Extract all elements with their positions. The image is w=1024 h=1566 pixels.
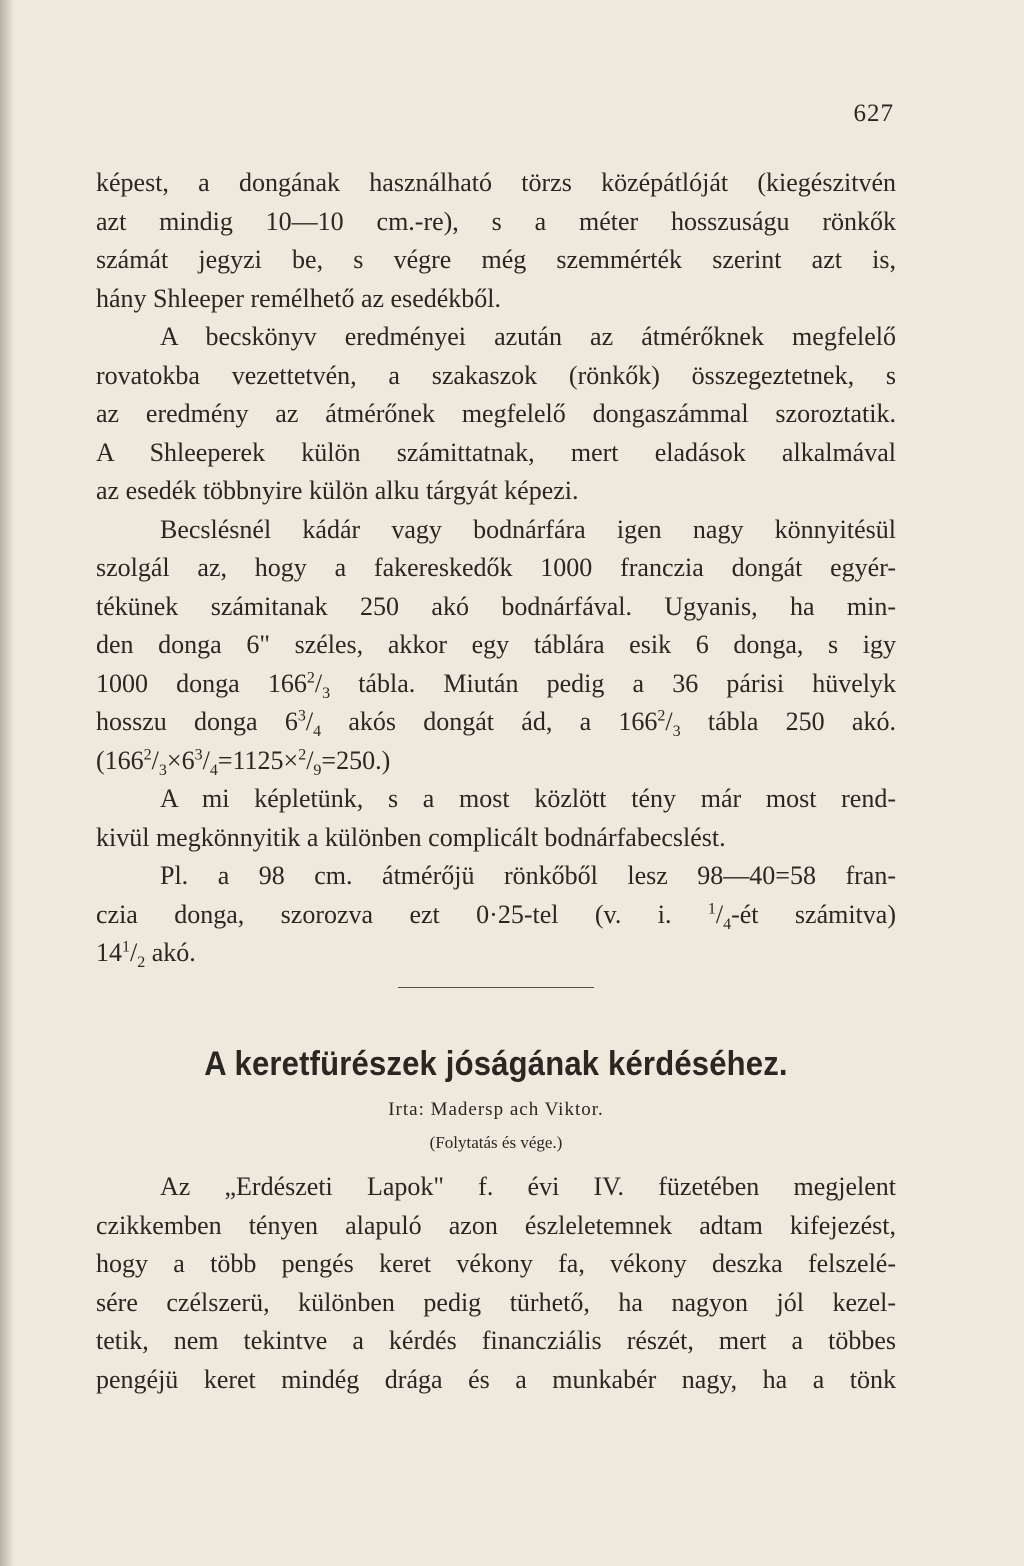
- text-line: tékünek számitanak 250 akó bodnárfával. Ugyanis, ha min-: [96, 591, 896, 621]
- section-heading: A keretfürészek jóságának kérdéséhez.: [204, 1043, 788, 1084]
- text-fragment: =250.): [321, 745, 391, 775]
- fraction-numerator: 3: [194, 745, 203, 763]
- fraction-denominator: 4: [209, 761, 218, 779]
- text-line: szolgál az, hogy a fakereskedők 1000 franczia dongát egyér-: [96, 553, 896, 582]
- fraction-slash: /: [314, 668, 323, 698]
- text-line: A becskönyv eredményei azután az átmérőknek megfelelő: [160, 322, 896, 351]
- text-fragment: tábla. Miután pedig a 36 párisi hüvelyk: [330, 668, 896, 698]
- text-fragment: hosszu donga 6: [96, 707, 298, 736]
- fraction-numerator: 1: [707, 899, 716, 917]
- text-line: den donga 6" széles, akkor egy táblára esik 6 donga, s igy: [96, 630, 896, 659]
- fraction-slash: /: [306, 745, 314, 775]
- page-number: 627: [853, 100, 894, 127]
- fraction-numerator: 2: [657, 707, 666, 725]
- text-line: sére czélszerü, különben pedig türhető, ha nagyon jól kezel-: [96, 1287, 896, 1317]
- section-divider: [398, 987, 594, 988]
- text-line: rovatokba vezettetvén, a szakaszok (rönkők) összegeztetnek, s: [96, 360, 896, 390]
- text-line: A Shleeperek külön számittatnak, mert eladások alkalmával: [96, 437, 896, 467]
- text-fragment: =1125×: [217, 745, 299, 775]
- text-line: kivül megkönnyitik a különben complicált bodnárfabecslést.: [96, 822, 726, 852]
- text-line: Pl. a 98 cm. átmérőjü rönkőből lesz 98—40=58 fran-: [160, 861, 896, 890]
- text-fragment: tábla 250 akó.: [680, 707, 896, 736]
- text-fragment: (166: [96, 745, 144, 775]
- fraction-slash: /: [305, 707, 314, 736]
- text-line: hány Shleeper remélhető az esedékből.: [96, 283, 501, 313]
- text-line: az eredmény az átmérőnek megfelelő dongaszámmal szoroztatik.: [96, 399, 896, 428]
- fraction-slash: /: [202, 745, 210, 775]
- fraction-slash: /: [151, 745, 159, 775]
- fraction-slash: /: [665, 707, 673, 736]
- fraction-denominator: 4: [723, 915, 732, 933]
- fraction-slash: /: [715, 899, 724, 929]
- math-line: [96, 665, 896, 704]
- fraction-denominator: 3: [158, 761, 167, 779]
- text-line: képest, a dongának használható törzs középátlóját (kiegészitvén: [96, 168, 896, 197]
- text-fragment: 1000 donga 166: [96, 668, 307, 698]
- text-line: számát jegyzi be, s végre még szemmérték szerint azt is,: [96, 245, 896, 274]
- fraction-denominator: 3: [322, 684, 331, 702]
- text-line: Az „Erdészeti Lapok" f. évi IV. füzetében megjelent: [160, 1172, 896, 1201]
- fraction-denominator: 9: [313, 761, 322, 779]
- text-line: azt mindig 10—10 cm.-re), s a méter hosszuságu rönkők: [96, 206, 896, 236]
- text-fragment: akó.: [145, 938, 196, 967]
- author-line: Irta: Madersp ach Viktor.: [388, 1099, 604, 1120]
- text-fragment: ×6: [166, 745, 195, 775]
- text-fragment: 14: [96, 938, 122, 967]
- text-fragment: akós dongát ád, a 166: [321, 707, 658, 736]
- text-line: czikkemben tényen alapuló azon észleletemnek adtam kifejezést,: [96, 1210, 896, 1240]
- fraction-numerator: 2: [298, 745, 307, 763]
- fraction-slash: /: [130, 938, 138, 967]
- math-line: [96, 896, 896, 935]
- text-line: tetik, nem tekintve a kérdés financziális részét, mert a többes: [96, 1326, 896, 1355]
- text-fragment: czia donga, szorozva ezt 0·25-tel (v. i.: [96, 899, 708, 929]
- text-line: az esedék többnyire külön alku tárgyát képezi.: [96, 476, 579, 505]
- fraction-numerator: 1: [122, 938, 130, 956]
- fraction-numerator: 3: [297, 707, 306, 725]
- page-binding-edge: [0, 0, 14, 1566]
- body-text-lower: [96, 1168, 896, 1399]
- text-line: Becslésnél kádár vagy bodnárfára igen nagy könnyitésül: [160, 514, 896, 544]
- body-text-upper: [96, 164, 896, 973]
- text-line: A mi képletünk, s a most közlött tény már most rend-: [160, 784, 896, 813]
- math-line: [96, 742, 896, 781]
- text-line: pengéjü keret mindég drága és a munkabér nagy, ha a tönk: [96, 1364, 896, 1394]
- fraction-denominator: 3: [672, 723, 681, 741]
- fraction-numerator: 2: [306, 668, 315, 686]
- fraction-denominator: 2: [137, 954, 146, 972]
- text-line: hogy a több pengés keret vékony fa, vékony deszka felszelé-: [96, 1249, 896, 1278]
- fraction-denominator: 4: [313, 723, 322, 741]
- fraction-numerator: 2: [143, 745, 152, 763]
- math-line: [96, 934, 896, 973]
- math-line: [96, 703, 896, 742]
- continuation-note: (Folytatás és vége.): [429, 1133, 563, 1152]
- text-fragment: -ét számitva): [731, 899, 896, 929]
